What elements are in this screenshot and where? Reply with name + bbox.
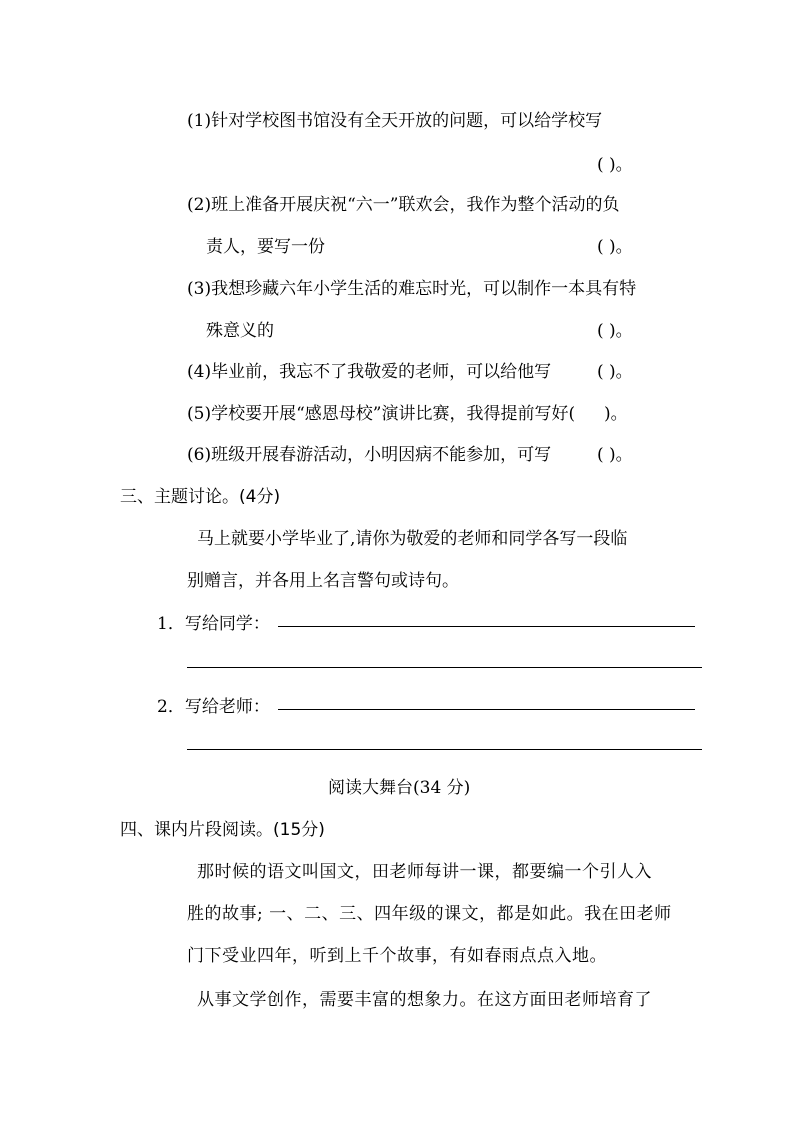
item-5-text: (5)学校要开展“感恩母校”演讲比赛，我得提前写好( xyxy=(187,404,576,424)
question-1-label: 1．写给同学： xyxy=(157,614,270,634)
item-1-text: (1)针对学校图书馆没有全天开放的问题，可以给学校写 xyxy=(187,111,603,131)
item-4-answer-blank[interactable]: ( )。 xyxy=(597,362,633,382)
item-3-text: (3)我想珍藏六年小学生活的难忘时光，可以制作一本具有特 xyxy=(187,279,637,299)
section-3-prompt-line-2: 别赠言，并各用上名言警句或诗句。 xyxy=(187,571,459,591)
item-5-answer-blank[interactable]: )。 xyxy=(604,404,628,424)
question-2-answer-line-1[interactable] xyxy=(278,709,695,710)
item-1-answer-blank[interactable]: ( )。 xyxy=(597,155,633,175)
item-6-text: (6)班级开展春游活动，小明因病不能参加，可写 xyxy=(187,445,552,465)
item-6-answer-blank[interactable]: ( )。 xyxy=(597,445,633,465)
question-1-answer-line-1[interactable] xyxy=(278,626,695,627)
reading-section-title: 阅读大舞台(34 分) xyxy=(328,778,471,798)
passage-line-1: 那时候的语文叫国文，田老师每讲一课，都要编一个引人入 xyxy=(197,862,652,882)
passage-line-4: 从事文学创作，需要丰富的想象力。在这方面田老师培育了 xyxy=(197,990,652,1010)
section-3-heading: 三、主题讨论。(4分) xyxy=(120,487,281,507)
item-4-text: (4)毕业前，我忘不了我敬爱的老师，可以给他写 xyxy=(187,362,552,382)
passage-line-2: 胜的故事; 一、二、三、四年级的课文，都是如此。我在田老师 xyxy=(187,904,672,924)
section-3-prompt-line-1: 马上就要小学毕业了,请你为敬爱的老师和同学各写一段临 xyxy=(197,529,628,549)
item-3-answer-blank[interactable]: ( )。 xyxy=(597,321,633,341)
item-2-continuation: 责人，要写一份 xyxy=(206,237,325,257)
item-2-text: (2)班上准备开展庆祝“六一”联欢会，我作为整个活动的负 xyxy=(187,195,620,215)
question-2-label: 2．写给老师： xyxy=(157,697,270,717)
item-3-continuation: 殊意义的 xyxy=(206,321,274,341)
section-4-heading: 四、课内片段阅读。(15分) xyxy=(120,820,325,840)
passage-line-3: 门下受业四年，听到上千个故事，有如春雨点点入地。 xyxy=(187,946,607,966)
question-1-answer-line-2[interactable] xyxy=(187,667,702,668)
item-2-answer-blank[interactable]: ( )。 xyxy=(597,237,633,257)
question-2-answer-line-2[interactable] xyxy=(187,749,702,750)
